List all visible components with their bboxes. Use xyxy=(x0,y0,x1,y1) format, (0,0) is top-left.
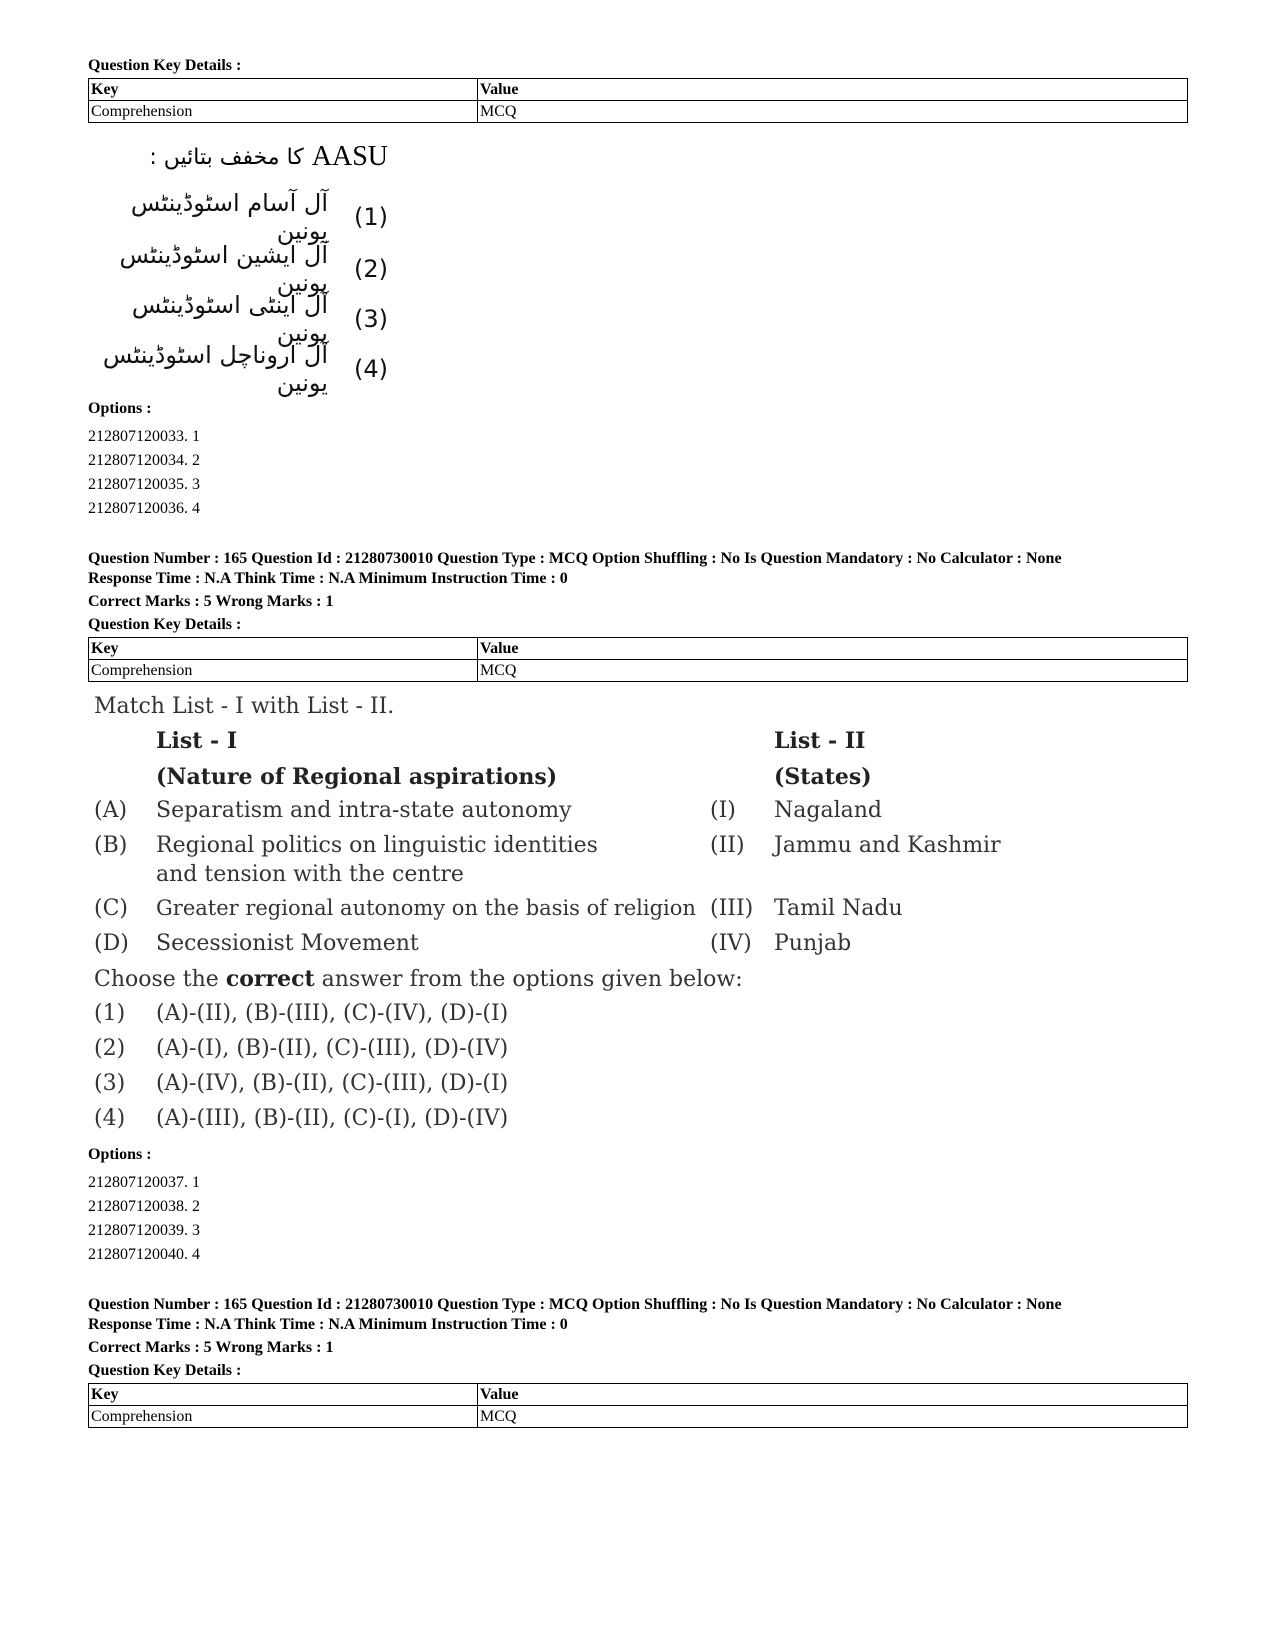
key-details-label: Question Key Details : xyxy=(88,57,242,74)
row-text: Greater regional autonomy on the basis of religion xyxy=(156,896,696,920)
row-roman: (III) xyxy=(710,896,754,921)
table-header-key: Key xyxy=(89,79,478,101)
row-text: Separatism and intra-state autonomy xyxy=(156,798,572,823)
urdu-prompt-acronym: AASU xyxy=(311,141,388,172)
key-details-label: Question Key Details : xyxy=(88,616,242,633)
key-value-table xyxy=(88,637,1188,682)
option-item: 212807120039. 3 xyxy=(88,1222,200,1239)
options-list xyxy=(88,1171,1188,1267)
option-item: 212807120035. 3 xyxy=(88,476,200,493)
table-header-value: Value xyxy=(478,638,1188,660)
urdu-choice-number: (3) xyxy=(354,305,388,333)
match-question-image xyxy=(88,688,1138,1143)
answer-number: (2) xyxy=(94,1036,126,1061)
answer-text: (A)-(III), (B)-(II), (C)-(I), (D)-(IV) xyxy=(156,1106,509,1131)
urdu-question-image xyxy=(88,131,388,397)
table-header-key: Key xyxy=(89,638,478,660)
choose-instruction xyxy=(94,966,743,992)
table-cell-key: Comprehension xyxy=(89,1406,478,1428)
urdu-choice xyxy=(88,241,388,297)
question-meta-line2: Response Time : N.A Think Time : N.A Minimum Instruction Time : 0 xyxy=(88,1316,568,1333)
row-state: Nagaland xyxy=(774,798,882,823)
document-page xyxy=(88,56,1188,1428)
answer-text: (A)-(II), (B)-(III), (C)-(IV), (D)-(I) xyxy=(156,1001,509,1026)
row-state: Jammu and Kashmir xyxy=(774,833,1001,858)
answer-number: (4) xyxy=(94,1106,126,1131)
table-header-value: Value xyxy=(478,1384,1188,1406)
key-details-label: Question Key Details : xyxy=(88,1362,242,1379)
list1-title: List - I xyxy=(156,728,238,754)
row-text: Secessionist Movement xyxy=(156,931,419,956)
urdu-prompt: کا مخفف بتائیں : xyxy=(149,144,304,170)
urdu-choice-number: (1) xyxy=(354,203,388,231)
option-item: 212807120037. 1 xyxy=(88,1174,200,1191)
list2-title: List - II xyxy=(774,728,866,754)
answer-number: (1) xyxy=(94,1001,126,1026)
question-meta-line1: Question Number : 165 Question Id : 21280730010 Question Type : MCQ Option Shuffling : No Is Question Mandatory : No Calculator : None xyxy=(88,1296,1062,1313)
table-cell-key: Comprehension xyxy=(89,101,478,123)
table-header-key: Key xyxy=(89,1384,478,1406)
row-label: (B) xyxy=(94,833,128,858)
question-meta-line2: Response Time : N.A Think Time : N.A Minimum Instruction Time : 0 xyxy=(88,570,568,587)
row-label: (D) xyxy=(94,931,129,956)
row-state: Tamil Nadu xyxy=(774,896,903,921)
list2-subtitle: (States) xyxy=(774,764,872,790)
row-roman: (I) xyxy=(710,798,736,823)
key-value-table xyxy=(88,1383,1188,1428)
table-header-value: Value xyxy=(478,79,1188,101)
row-text: Regional politics on linguistic identities xyxy=(156,833,598,858)
answer-text: (A)-(I), (B)-(II), (C)-(III), (D)-(IV) xyxy=(156,1036,509,1061)
table-cell-value: MCQ xyxy=(478,660,1188,682)
urdu-choice xyxy=(88,341,388,397)
row-state: Punjab xyxy=(774,931,852,956)
urdu-choice xyxy=(88,189,388,245)
option-item: 212807120038. 2 xyxy=(88,1198,200,1215)
choose-bold: correct xyxy=(225,966,315,992)
question-marks: Correct Marks : 5 Wrong Marks : 1 xyxy=(88,1339,334,1356)
options-label: Options : xyxy=(88,1146,152,1163)
table-cell-value: MCQ xyxy=(478,101,1188,123)
match-instruction: Match List - I with List - II. xyxy=(94,694,395,719)
question-meta-line1: Question Number : 165 Question Id : 21280730010 Question Type : MCQ Option Shuffling : No Is Question Mandatory : No Calculator : None xyxy=(88,550,1062,567)
row-roman: (II) xyxy=(710,833,745,858)
answer-number: (3) xyxy=(94,1071,126,1096)
options-list xyxy=(88,425,1188,521)
key-value-table xyxy=(88,78,1188,123)
option-item: 212807120040. 4 xyxy=(88,1246,200,1263)
row-label: (C) xyxy=(94,896,128,921)
row-label: (A) xyxy=(94,798,128,823)
urdu-choice xyxy=(88,291,388,347)
choose-post: answer from the options given below: xyxy=(314,967,743,992)
table-cell-value: MCQ xyxy=(478,1406,1188,1428)
row-text-cont: and tension with the centre xyxy=(156,862,464,887)
table-cell-key: Comprehension xyxy=(89,660,478,682)
choose-pre: Choose the xyxy=(94,967,226,992)
urdu-choice-number: (2) xyxy=(354,255,388,283)
urdu-choice-text: آل اروناچل اسٹوڈینٹس یونین xyxy=(102,341,328,397)
question-marks: Correct Marks : 5 Wrong Marks : 1 xyxy=(88,593,334,610)
list1-subtitle: (Nature of Regional aspirations) xyxy=(156,764,558,790)
urdu-choice-text: آل اینٹی اسٹوڈینٹس یونین xyxy=(131,291,328,347)
option-item: 212807120034. 2 xyxy=(88,452,200,469)
option-item: 212807120033. 1 xyxy=(88,428,200,445)
urdu-choice-number: (4) xyxy=(354,355,388,383)
answer-text: (A)-(IV), (B)-(II), (C)-(III), (D)-(I) xyxy=(156,1071,509,1096)
urdu-choice-text: آل آسام اسٹوڈینٹس یونین xyxy=(130,189,328,245)
urdu-choice-text: آل ایشین اسٹوڈینٹس یونین xyxy=(119,241,328,297)
row-roman: (IV) xyxy=(710,931,752,956)
options-label: Options : xyxy=(88,400,152,417)
option-item: 212807120036. 4 xyxy=(88,500,200,517)
